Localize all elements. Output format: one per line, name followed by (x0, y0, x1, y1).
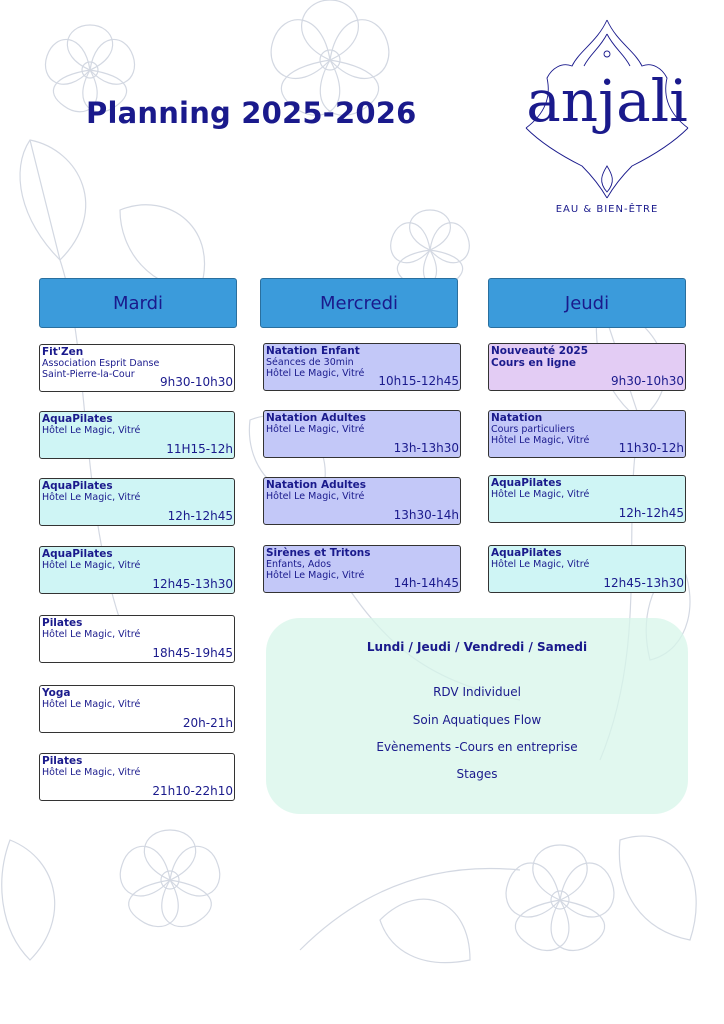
flower-icon (506, 845, 614, 950)
stem-icon (300, 868, 520, 950)
other-services-days: Lundi / Jeudi / Vendredi / Samedi (366, 640, 588, 654)
class-location: Hôtel Le Magic, Vitré (266, 570, 365, 581)
logo-tagline: EAU & BIEN-ÊTRE (555, 204, 659, 215)
class-title: AquaPilates (42, 480, 113, 492)
service-item: Stages (456, 767, 498, 781)
class-location: Hôtel Le Magic, Vitré (42, 560, 141, 571)
class-time: 12h-12h45 (167, 509, 233, 523)
class-detail: Cours particuliers (491, 424, 575, 435)
logo-wordmark: anjali (526, 67, 688, 135)
class-time: 12h-12h45 (618, 506, 684, 520)
day-header-mercredi: Mercredi (260, 278, 458, 328)
class-time: 11H15-12h (166, 442, 233, 456)
class-location: Hôtel Le Magic, Vitré (491, 489, 590, 500)
other-services-panel (266, 618, 688, 814)
class-card-mercredi-4 (263, 545, 461, 593)
service-item: Evènements -Cours en entreprise (376, 740, 578, 754)
class-location: Hôtel Le Magic, Vitré (266, 491, 365, 502)
class-detail: Cours en ligne (491, 357, 577, 369)
class-card-jeudi-4 (488, 545, 686, 593)
class-time: 20h-21h (182, 716, 233, 730)
class-title: Nouveauté 2025 (491, 345, 589, 357)
class-location: Hôtel Le Magic, Vitré (266, 424, 365, 435)
service-item: RDV Individuel (433, 685, 521, 699)
class-time: 12h45-13h30 (152, 577, 233, 591)
class-title: Yoga (42, 687, 71, 699)
class-detail: Séances de 30min (266, 357, 354, 368)
class-time: 14h-14h45 (393, 576, 459, 590)
day-header-jeudi: Jeudi (488, 278, 686, 328)
class-time: 11h30-12h (618, 441, 684, 455)
class-card-mardi-5 (39, 615, 235, 663)
class-card-jeudi-1 (488, 343, 686, 391)
class-card-mardi-2 (39, 411, 235, 459)
class-title: AquaPilates (491, 547, 562, 559)
class-location: Saint-Pierre-la-Cour (42, 369, 135, 380)
class-title: Natation Adultes (266, 412, 367, 424)
class-time: 12h45-13h30 (603, 576, 684, 590)
class-card-mardi-7 (39, 753, 235, 801)
class-title: Pilates (42, 617, 83, 629)
class-card-mardi-4 (39, 546, 235, 594)
class-card-mercredi-3 (263, 477, 461, 525)
class-title: AquaPilates (491, 477, 562, 489)
class-detail: Enfants, Ados (266, 559, 332, 570)
class-card-mardi-6 (39, 685, 235, 733)
class-title: Natation Adultes (266, 479, 367, 491)
class-card-mardi-1 (39, 344, 235, 392)
class-time: 18h45-19h45 (152, 646, 233, 660)
class-card-jeudi-2 (488, 410, 686, 458)
flower-icon (120, 830, 220, 927)
class-time: 13h30-14h (393, 508, 459, 522)
class-location: Hôtel Le Magic, Vitré (42, 767, 141, 778)
class-title: Natation (491, 412, 543, 424)
class-time: 9h30-10h30 (160, 375, 233, 389)
class-time: 21h10-22h10 (152, 784, 233, 798)
class-location: Hôtel Le Magic, Vitré (491, 435, 590, 446)
class-location: Hôtel Le Magic, Vitré (42, 629, 141, 640)
class-location: Hôtel Le Magic, Vitré (42, 425, 141, 436)
page-title: Planning 2025-2026 (86, 96, 417, 130)
class-card-mercredi-2 (263, 410, 461, 458)
class-card-mardi-3 (39, 478, 235, 526)
class-detail: Association Esprit Danse (42, 358, 160, 369)
class-card-jeudi-3 (488, 475, 686, 523)
logo (512, 16, 702, 226)
class-title: Pilates (42, 755, 83, 767)
class-title: Natation Enfant (266, 345, 360, 357)
class-time: 9h30-10h30 (611, 374, 684, 388)
service-item: Soin Aquatiques Flow (412, 713, 542, 727)
class-location: Hôtel Le Magic, Vitré (42, 699, 141, 710)
class-location: Hôtel Le Magic, Vitré (491, 559, 590, 570)
flower-icon (391, 210, 470, 287)
class-location: Hôtel Le Magic, Vitré (266, 368, 365, 379)
class-title: AquaPilates (42, 413, 113, 425)
class-card-mercredi-1 (263, 343, 461, 391)
class-title: Sirènes et Tritons (266, 547, 371, 559)
day-header-mardi: Mardi (39, 278, 237, 328)
class-time: 13h-13h30 (393, 441, 459, 455)
class-title: AquaPilates (42, 548, 113, 560)
class-time: 10h15-12h45 (378, 374, 459, 388)
class-title: Fit'Zen (42, 346, 84, 358)
class-location: Hôtel Le Magic, Vitré (42, 492, 141, 503)
